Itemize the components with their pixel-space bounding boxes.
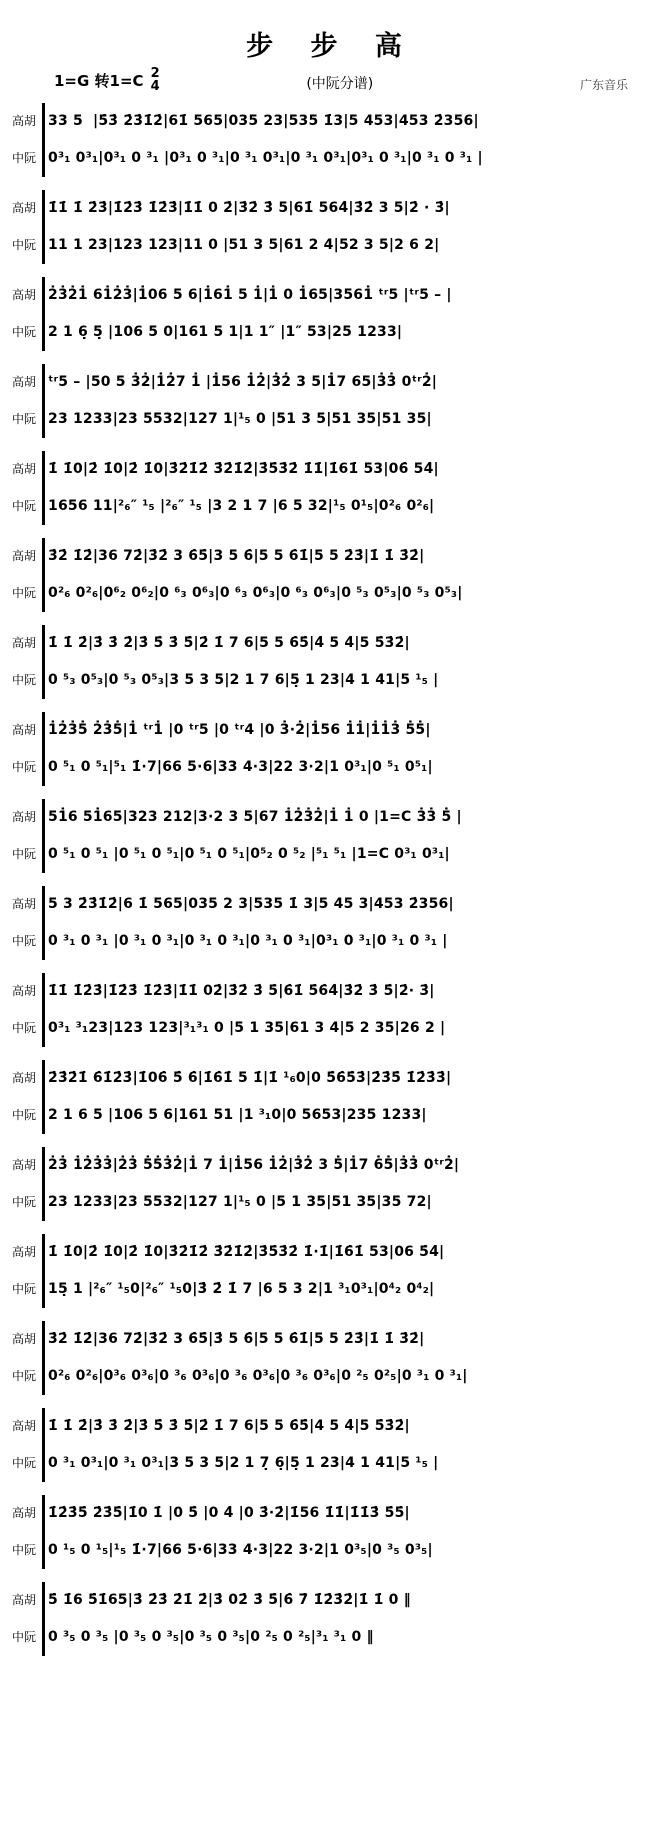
system-1 [6, 103, 642, 177]
system-lines [42, 1408, 642, 1482]
staff-labels [6, 103, 42, 177]
system-15 [6, 1321, 642, 1395]
staff-label-zhongruan: 中阮 [11, 1108, 36, 1122]
staff-label-zhongruan: 中阮 [11, 1630, 36, 1644]
zhongruan-notation: 0³₁ 0³₁|0³₁ 0 ³₁ |0³₁ 0 ³₁|0 ³₁ 0³₁|0 ³₁ 0³₁|0³₁ 0 ³₁|0 ³₁ 0 ³₁ | [48, 150, 483, 166]
staff-label-zhongruan: 中阮 [11, 325, 36, 339]
zhongruan-notation: 0³₁ ³₁23|123 123|³₁³₁ 0 |5 1 35|61 3 4|5 2 35|26 2 | [48, 1020, 446, 1036]
system-12 [6, 1060, 642, 1134]
staff-labels [6, 886, 42, 960]
zhongruan-notation: 0 ⁵₃ 0⁵₃|0 ⁵₃ 0⁵₃|3 5 3 5|2 1 7 6|5̣ 1 23|4 1 41|5 ¹₅ | [48, 672, 439, 688]
staff-label-zhongruan: 中阮 [11, 1456, 36, 1470]
gaohu-notation: 5̇ 1̇6 5̇1̇65|3̇ 2̇3̇ 2̇1̇ 2̇|3̇ 02̇ 3̇ 5̇|6̇ 7̇ 1̇2̇3̇2̇|1̇ 1̇ 0 ‖ [48, 1592, 411, 1608]
staff-label-zhongruan: 中阮 [11, 1282, 36, 1296]
gaohu-notation: 1̇1̇ 1̇2̇3̇|1̇2̇3̇ 1̇2̇3̇|1̇1̇ 02̇|3̇2̇ 3̇ 5̇|6̇1̇ 5̇6̇4̇|3̇2̇ 3̇ 5̇|2̇· 3̇| [48, 983, 435, 999]
system-11 [6, 973, 642, 1047]
gaohu-notation: 1̇ 1̇0|2̇ 1̇0|2̇ 1̇0|3̇2̇1̇2̇ 3̇2̇1̇2̇|3̇5̇3̇2̇ 1̇1̇|1̇61̇ 53|06̇ 54̇| [48, 461, 439, 477]
staff-label-zhongruan: 中阮 [11, 151, 36, 165]
gaohu-notation: 5 3 2̇3̇1̇2̇|6 1̇ 565|035 2 3|535 1̇ 3|5 45 3|453 2̇356| [48, 896, 454, 912]
staff-label-zhongruan: 中阮 [11, 499, 36, 513]
zhongruan-notation: 2 1 6 5 |106 5 6|161 51 |1 ³₁0|0 5653|235 1233| [48, 1107, 427, 1123]
zhongruan-notation: 11 1 23|123 123|11 0 |51 3 5|61 2 4|52 3 5|2 6 2| [48, 237, 440, 253]
system-16 [6, 1408, 642, 1482]
staff-label-zhongruan: 中阮 [11, 847, 36, 861]
staff-labels [6, 277, 42, 351]
zhongruan-notation: 0²₆ 0²₆|0⁶₂ 0⁶₂|0 ⁶₃ 0⁶₃|0 ⁶₃ 0⁶₃|0 ⁶₃ 0⁶₃|0 ⁵₃ 0⁵₃|0 ⁵₃ 0⁵₃| [48, 585, 463, 601]
system-lines [42, 886, 642, 960]
staff-label-gaohu: 高胡 [11, 723, 36, 737]
score-credit: 广东音乐 [579, 78, 628, 92]
zhongruan-notation: 23 1233|23 5532|127 1|¹₅ 0 |5 1 35|51 35|35 72| [48, 1194, 432, 1210]
gaohu-notation: 2̇3̇ 1̇2̇3̇3̇|2̇3̇ 5̇5̇3̇2̇|1̇ 7 1̇|1̇56 1̇2̇|3̇2̇ 3 5̇|1̇7 6̇5̇|3̇3̇ 0ᵗʳ2̇| [48, 1157, 460, 1173]
zhongruan-notation: 0 ³₁ 0³₁|0 ³₁ 0³₁|3 5 3 5|2 1 7̣ 6̣|5̣ 1 23|4 1 41|5 ¹₅ | [48, 1455, 439, 1471]
system-17 [6, 1495, 642, 1569]
gaohu-notation: 33 5 |5̇3̇ 2̇3̇1̇2̇|61̇ 565|035 23|535 1̇3|5 453|453 2̇356| [48, 113, 479, 129]
gaohu-notation: 1̇ 1̇ 2̇|3̇ 3̇ 2̇|3̇ 5̇ 3̇ 5̇|2̇ 1̇ 7 6|5 5 6̇5̇|4̇ 5 4̇|5 5̇3̇2̇| [48, 635, 410, 651]
gaohu-notation: 2̇3̇2̇1̇ 61̇2̇3̇|1̇06 5 6|1̇61̇ 5 1̇|1̇ 0 1̇65|3561̇ ᵗʳ5 |ᵗʳ5 – | [48, 287, 452, 303]
staff-label-zhongruan: 中阮 [11, 1195, 36, 1209]
staff-labels [6, 1234, 42, 1308]
page-title: 步 步 高 [246, 31, 416, 62]
staff-label-gaohu: 高胡 [11, 462, 36, 476]
zhongruan-notation: 2 1 6̣ 5̣ |106 5 0|161 5 1|1 1″ |1″ 53|25 1233| [48, 324, 403, 340]
system-13 [6, 1147, 642, 1221]
zhongruan-notation: 0²₆ 0²₆|0³₆ 0³₆|0 ³₆ 0³₆|0 ³₆ 0³₆|0 ³₆ 0³₆|0 ²₅ 0²₅|0 ³₁ 0 ³₁| [48, 1368, 468, 1384]
staff-labels [6, 1582, 42, 1656]
system-lines [42, 799, 642, 873]
staff-label-gaohu: 高胡 [11, 810, 36, 824]
system-lines [42, 973, 642, 1047]
system-lines [42, 1582, 642, 1656]
gaohu-notation: 1̇ 1̇ 2̇|3̇ 3̇ 2̇|3̇ 5̇ 3̇ 5̇|2̇ 1̇ 7 6|5 5 6̇5̇|4 5 4̇|5 5̇3̇2̇| [48, 1418, 410, 1434]
staff-label-zhongruan: 中阮 [11, 1021, 36, 1035]
staff-label-gaohu: 高胡 [11, 1158, 36, 1172]
staff-labels [6, 625, 42, 699]
staff-labels [6, 451, 42, 525]
system-5 [6, 451, 642, 525]
zhongruan-notation: 1656 11|²₆″ ¹₅ |²₆″ ¹₅ |3 2 1 7 |6 5 32|¹₅ 0¹₅|0²₆ 0²₆| [48, 498, 435, 514]
zhongruan-notation: 0 ⁵₁ 0 ⁵₁|⁵₁ 1̇·7|66 5·6|33 4·3|22 3·2|1 0³₁|0 ⁵₁ 0⁵₁| [48, 759, 433, 775]
staff-label-gaohu: 高胡 [11, 375, 36, 389]
zhongruan-notation: 15̣ 1 |²₆″ ¹₅0|²₆″ ¹₅0|3̇ 2̇ 1̇ 7 |6 5 3 2|1 ³₁0³₁|0⁴₂ 0⁴₂| [48, 1281, 435, 1297]
gaohu-notation: 1̇1̇ 1̇ 2̇3̇|1̇2̇3̇ 1̇2̇3̇|1̇1̇ 0 2̇|3̇2̇ 3̇ 5|61̇ 564̇|3̇2̇ 3 5|2̇ · 3̇| [48, 200, 450, 216]
zhongruan-notation: 0 ³₅ 0 ³₅ |0 ³₅ 0 ³₅|0 ³₅ 0 ³₅|0 ²₅ 0 ²₅|³₁ ³₁ 0 ‖ [48, 1629, 374, 1645]
staff-label-gaohu: 高胡 [11, 1593, 36, 1607]
time-signature-numerator: 2 [150, 66, 160, 81]
staff-label-gaohu: 高胡 [11, 1419, 36, 1433]
system-14 [6, 1234, 642, 1308]
system-lines [42, 103, 642, 177]
staff-label-gaohu: 高胡 [11, 1071, 36, 1085]
system-lines [42, 1147, 642, 1221]
gaohu-notation: 2̇3̇2̇1̇ 6̇1̇2̇3̇|1̇06̇ 5̇ 6̇|1̇6̇1̇ 5 1̇|1̇ ¹₆0|0 5̇6̇5̇3̇|2̇3̇5̇ 1̇2̇3̇3̇| [48, 1070, 452, 1086]
staff-labels [6, 1408, 42, 1482]
staff-labels [6, 538, 42, 612]
staff-label-gaohu: 高胡 [11, 1506, 36, 1520]
staff-label-gaohu: 高胡 [11, 1332, 36, 1346]
staff-label-zhongruan: 中阮 [11, 412, 36, 426]
staff-labels [6, 1495, 42, 1569]
system-2 [6, 190, 642, 264]
zhongruan-notation: 0 ³₁ 0 ³₁ |0 ³₁ 0 ³₁|0 ³₁ 0 ³₁|0 ³₁ 0 ³₁|0³₁ 0 ³₁|0 ³₁ 0 ³₁ | [48, 933, 448, 949]
staff-label-gaohu: 高胡 [11, 897, 36, 911]
system-lines [42, 712, 642, 786]
staff-labels [6, 190, 42, 264]
staff-labels [6, 1147, 42, 1221]
gaohu-notation: ᵗʳ5 – |50 5 3̇2̇|1̇2̇7 1̇ |1̇56 1̇2̇|3̇2̇ 3 5|1̇7 65|3̇3̇ 0ᵗʳ2̇| [48, 374, 438, 390]
time-signature-denominator: 4 [150, 79, 160, 94]
staff-label-zhongruan: 中阮 [11, 934, 36, 948]
staff-labels [6, 799, 42, 873]
staff-labels [6, 1321, 42, 1395]
system-lines [42, 190, 642, 264]
gaohu-notation: 1̇ 1̇0|2̇ 1̇0|2̇ 1̇0|3̇2̇1̇2̇ 3̇2̇1̇2̇|3̇5̇3̇2̇ 1̇·1̇|1̇6̇1̇ 53|06 5̇4̇| [48, 1244, 445, 1260]
system-18 [6, 1582, 642, 1656]
key-signature-block [54, 67, 160, 93]
staff-label-gaohu: 高胡 [11, 288, 36, 302]
staff-label-zhongruan: 中阮 [11, 586, 36, 600]
gaohu-notation: 3̇2̇ 1̇2̇|36 72̇|3̇2̇ 3 6̇5̇|3̇ 5 6̇|5 5 6̇1̇|5 5 2̇3̇|1̇ 1̇ 3̇2̇| [48, 1331, 425, 1347]
score-body [6, 103, 642, 1656]
system-lines [42, 1495, 642, 1569]
zhongruan-notation: 0 ¹₅ 0 ¹₅|¹₅ 1̇·7|66 5·6|33 4·3|22 3·2|1 0³₅|0 ³₅ 0³₅| [48, 1542, 433, 1558]
system-lines [42, 364, 642, 438]
staff-label-zhongruan: 中阮 [11, 238, 36, 252]
score-subtitle: (中阮分谱) [306, 76, 374, 92]
system-6 [6, 538, 642, 612]
time-signature [151, 67, 160, 93]
system-3 [6, 277, 642, 351]
system-4 [6, 364, 642, 438]
gaohu-notation: 51̇6 51̇65|323 212|3·2 3 5|67 1̇2̇3̇2̇|1̇ 1̇ 0 |1=C 3̇3̇ 5̇ | [48, 809, 462, 825]
staff-label-gaohu: 高胡 [11, 984, 36, 998]
key-signature: 1=G 转1=C [54, 71, 144, 90]
staff-label-gaohu: 高胡 [11, 549, 36, 563]
system-lines [42, 625, 642, 699]
staff-label-zhongruan: 中阮 [11, 1369, 36, 1383]
staff-label-zhongruan: 中阮 [11, 673, 36, 687]
staff-label-zhongruan: 中阮 [11, 760, 36, 774]
staff-label-gaohu: 高胡 [11, 636, 36, 650]
staff-labels [6, 364, 42, 438]
staff-labels [6, 973, 42, 1047]
system-lines [42, 1060, 642, 1134]
gaohu-notation: 1̇2̇3̇5̇ 2̇3̇5̇|1̇ ᵗʳ1̇ |0 ᵗʳ5 |0 ᵗʳ4 |0 3̇·2̇|1̇56 1̇1̇|1̇1̇3̇ 5̇5̇| [48, 722, 431, 738]
staff-label-gaohu: 高胡 [11, 114, 36, 128]
system-10 [6, 886, 642, 960]
staff-labels [6, 1060, 42, 1134]
score-meta [6, 67, 642, 95]
system-lines [42, 277, 642, 351]
zhongruan-notation: 0 ⁵₁ 0 ⁵₁ |0 ⁵₁ 0 ⁵₁|0 ⁵₁ 0 ⁵₁|0⁵₂ 0 ⁵₂ |⁵₁ ⁵₁ |1=C 0³₁ 0³₁| [48, 846, 450, 862]
staff-label-zhongruan: 中阮 [11, 1543, 36, 1557]
staff-labels [6, 712, 42, 786]
zhongruan-notation: 23 1233|23 5532|127 1|¹₅ 0 |51 3 5|51 35|51 35| [48, 411, 432, 427]
system-lines [42, 538, 642, 612]
gaohu-notation: 3̇2̇ 1̇2̇|36 72̇|3̇2̇ 3 6̇5̇|3 5 6̇|5 5 6̇1̇|5 5 2̇3̇|1̇ 1̇ 3̇2̇| [48, 548, 425, 564]
staff-label-gaohu: 高胡 [11, 201, 36, 215]
system-lines [42, 1321, 642, 1395]
staff-label-gaohu: 高胡 [11, 1245, 36, 1259]
gaohu-notation: 1̇2̇3̇5̇ 2̇3̇5̇|1̇0 1̇ |0 5̇ |0 4̇ |0 3̇·2̇|1̇56 1̇1̇|1̇1̇3̇ 5̇5̇| [48, 1505, 410, 1521]
system-8 [6, 712, 642, 786]
system-lines [42, 451, 642, 525]
system-9 [6, 799, 642, 873]
system-7 [6, 625, 642, 699]
system-lines [42, 1234, 642, 1308]
